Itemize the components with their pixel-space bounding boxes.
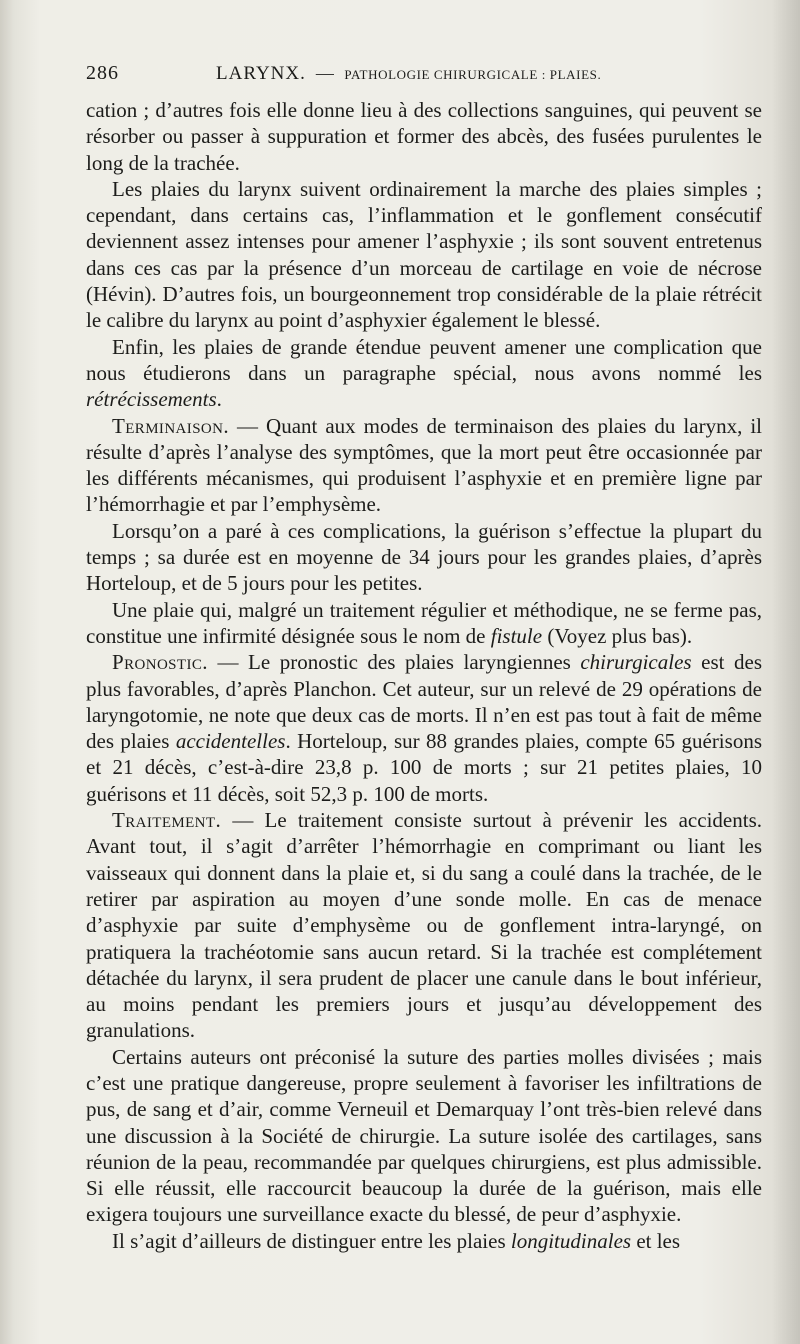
term-longitudinales: longitudinales [510, 1228, 632, 1253]
running-title-main: LARYNX. [216, 63, 306, 84]
running-title-dash: — [315, 63, 335, 83]
section-heading-traitement: Traitement. [112, 808, 222, 833]
term-accidentelles: accidentelles [175, 729, 286, 754]
paragraph-pronostic: Pronostic. — Le pronostic des plaies laryngiennes chirurgicales est des plus favorables, d’après Planchon. Cet auteur, sur un relevé de 29 opérations de laryngotomie, ne note que deux cas de morts. Il n’en est pas tout à fait de même des plaies accidentelles. Horteloup, sur 88 grandes plaies, compte 65 guérisons et 21 décès, c’est-à-dire 23,8 p. 100 de morts ; sur 21 petites plaies, 10 guérisons et 11 décès, soit 52,3 p. 100 de morts. [86, 650, 762, 806]
section-heading-terminaison: Terminaison. [112, 413, 230, 438]
paragraph-fistule: Une plaie qui, malgré un traitement régulier et méthodique, ne se ferme pas, constitue une infirmité désignée sous le nom de fistule (Voyez plus bas). [86, 597, 762, 648]
page-number: 286 [86, 62, 119, 84]
paragraph-traitement: Traitement. — Le traitement consiste surtout à prévenir les accidents. Avant tout, il s’agit d’arrêter l’hémorrhagie en comprimant ou liant les vaisseaux qui donnent dans la plaie et, si du sang a coulé dans la trachée, de le retirer par aspiration au moyen d’une sonde molle. En cas de menace d’asphyxie par suite d’emphysème ou de gonflement intra-laryngé, on pratiquera la trachéotomie sans aucun retard. Si la trachée est complétement détachée du larynx, il sera prudent de placer une canule dans le bout inférieur, au moins pendant les premiers jours et jusqu’au développement des granulations. [86, 808, 762, 1043]
term-retrecissements: rétrécissements [86, 387, 217, 412]
paragraph-complication: Enfin, les plaies de grande étendue peuvent amener une complication que nous étudierons dans un paragraphe spécial, nous avons nommé les rétrécissements. [86, 334, 762, 412]
paragraph-continuation: cation ; d’autres fois elle donne lieu à des collections sanguines, qui peuvent se résorber ou passer à suppuration et former des abcès, des fusées purulentes le long de la trachée. [86, 98, 762, 175]
running-title [216, 63, 601, 85]
paragraph-distinction: Il s’agit d’ailleurs de distinguer entre les plaies longitudinales et les [112, 1228, 681, 1253]
paragraph-evolution: Les plaies du larynx suivent ordinairement la marche des plaies simples ; cependant, dans certains cas, l’inflammation et le gonflement consécutif deviennent assez intenses pour amener l’asphyxie ; ils sont souvent entretenus dans ces cas par la présence d’un morceau de cartilage en voie de nécrose (Hévin). D’autres fois, un bourgeonnement trop considérable de la plaie rétrécit le calibre du larynx au point d’asphyxier également le blessé. [86, 176, 762, 333]
body-text [86, 97, 762, 1254]
section-heading-pronostic: Pronostic. [112, 650, 208, 675]
paragraph-guerison: Lorsqu’on a paré à ces complications, la guérison s’effectue la plupart du temps ; sa durée est en moyenne de 34 jours pour les grandes plaies, d’après Horteloup, et de 5 jours pour les petites. [86, 518, 762, 596]
paragraph-terminaison: Terminaison. — Quant aux modes de terminaison des plaies du larynx, il résulte d’après l’analyse des symptômes, que la mort peut être occasionnée par les différents mécanismes, qui produisent l’asphyxie et en première ligne par l’hémorrhagie et par l’emphysème. [86, 413, 762, 517]
paragraph-suture: Certains auteurs ont préconisé la suture des parties molles divisées ; mais c’est une pratique dangereuse, propre seulement à favoriser les infiltrations de pus, de sang et d’air, comme Verneuil et Demarquay l’ont très-bien relevé dans une discussion à la Société de chirurgie. La suture isolée des cartilages, sans réunion de la peau, recommandée par quelques chirurgiens, est plus admissible. Si elle réussit, elle raccourcit beaucoup la durée de la guérison, mais elle exigera toujours une surveillance exacte du blessé, de peur d’asphyxie. [86, 1044, 762, 1227]
running-title-sub: PATHOLOGIE CHIRURGICALE : PLAIES. [344, 67, 602, 82]
running-header [86, 62, 762, 90]
term-fistule: fistule [490, 623, 543, 648]
term-chirurgicales: chirurgicales [580, 650, 692, 675]
page-edge-shadow [772, 0, 800, 1344]
